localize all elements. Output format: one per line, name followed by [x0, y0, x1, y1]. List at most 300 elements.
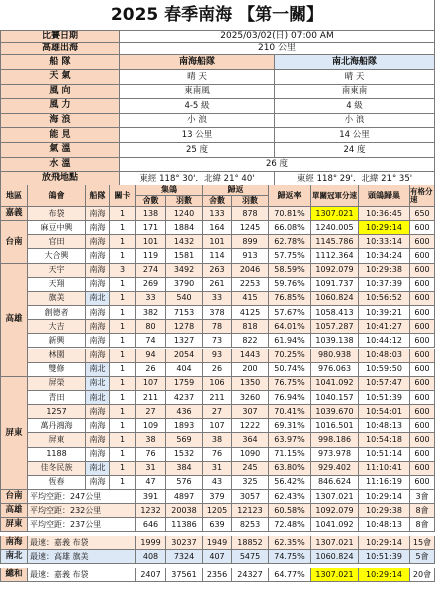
weather-value-nanhai: 小 浪: [120, 114, 275, 129]
club-cell: 布袋: [28, 207, 86, 221]
collect-clubs-cell: 382: [136, 306, 166, 320]
time-cell: 10:36:45: [359, 207, 410, 221]
summary-desc: 最速：嘉義 布袋: [28, 536, 136, 550]
return-birds-cell: 364: [232, 433, 269, 447]
summary-return-birds: 12123: [232, 504, 269, 518]
gate-cell: 1: [110, 249, 136, 263]
collect-birds-cell: 7153: [166, 306, 203, 320]
gate-cell: 1: [110, 334, 136, 348]
summary-collect-clubs: 1232: [136, 504, 166, 518]
time-cell: 10:41:27: [359, 320, 410, 334]
summary-collect-birds: 7324: [166, 550, 203, 564]
fleet-cell: 南海: [86, 221, 110, 235]
weather-value-nanhai: 13 公里: [120, 128, 275, 143]
summary-collect-clubs: 408: [136, 550, 166, 564]
summary-collect-birds: 11386: [166, 518, 203, 532]
summary-return-birds: 8253: [232, 518, 269, 532]
gate-cell: 1: [110, 221, 136, 235]
collect-clubs-cell: 80: [136, 320, 166, 334]
fleet-cell: 南北: [86, 292, 110, 306]
collect-birds-cell: 576: [166, 476, 203, 490]
km-cell: 600: [410, 349, 435, 363]
summary-rate: 72.48%: [269, 518, 311, 532]
rate-cell: 70.41%: [269, 405, 311, 419]
collect-clubs-cell: 76: [136, 448, 166, 462]
header-region: 地區: [0, 185, 28, 207]
summary-collect-birds: 20038: [166, 504, 203, 518]
header-return: 歸返: [203, 185, 269, 196]
collect-birds-cell: 3790: [166, 278, 203, 292]
summary-count: 15會: [410, 536, 435, 550]
weather-value-nanbei: 24 度: [275, 143, 435, 158]
km-cell: 600: [410, 306, 435, 320]
summary-rate: 74.75%: [269, 550, 311, 564]
km-cell: 600: [410, 320, 435, 334]
speed-cell: 1016.501: [311, 419, 359, 433]
return-birds-cell: 822: [232, 334, 269, 348]
gate-cell: 1: [110, 391, 136, 405]
return-birds-cell: 307: [232, 405, 269, 419]
return-clubs-cell: 114: [203, 249, 232, 263]
time-cell: 10:33:14: [359, 235, 410, 249]
summary-count: 20會: [410, 568, 435, 582]
gate-cell: 1: [110, 377, 136, 391]
speed-cell: 1145.786: [311, 235, 359, 249]
summary-region: 總和: [0, 568, 28, 582]
header-km: 有格分速: [410, 185, 435, 207]
summary-count: 8會: [410, 504, 435, 518]
km-cell: 600: [410, 448, 435, 462]
km-cell: 600: [410, 462, 435, 476]
return-clubs-cell: 164: [203, 221, 232, 235]
header-return-birds: 羽數: [232, 196, 269, 207]
fleet-cell: 南海: [86, 249, 110, 263]
rate-cell: 66.08%: [269, 221, 311, 235]
weather-value-nanbei: 4 級: [275, 99, 435, 114]
rate-cell: 76.94%: [269, 391, 311, 405]
club-cell: 屏東: [28, 433, 86, 447]
km-cell: 600: [410, 419, 435, 433]
distance-label: 高雄出海: [0, 43, 120, 55]
club-cell: 萬丹鴻海: [28, 419, 86, 433]
km-cell: 600: [410, 476, 435, 490]
weather-label: 風 向: [0, 85, 120, 100]
collect-birds-cell: 404: [166, 363, 203, 377]
summary-collect-clubs: 2407: [136, 568, 166, 582]
header-return-clubs: 舍數: [203, 196, 232, 207]
summary-region: 屏東: [0, 518, 28, 532]
summary-time: 10:29:14: [359, 536, 410, 550]
summary-return-clubs: 2356: [203, 568, 232, 582]
rate-cell: 70.25%: [269, 349, 311, 363]
rate-cell: 59.76%: [269, 278, 311, 292]
summary-time: 10:29:14: [359, 490, 410, 504]
weather-value-nanbei: 南東南: [275, 85, 435, 100]
collect-clubs-cell: 119: [136, 249, 166, 263]
collect-birds-cell: 1240: [166, 207, 203, 221]
summary-return-birds: 3057: [232, 490, 269, 504]
gate-cell: 1: [110, 235, 136, 249]
collect-birds-cell: 569: [166, 433, 203, 447]
time-cell: 10:48:03: [359, 349, 410, 363]
speed-cell: 1240.005: [311, 221, 359, 235]
fleet-cell: 南海: [86, 419, 110, 433]
fleet-cell: 南北: [86, 462, 110, 476]
summary-count: 5會: [410, 550, 435, 564]
time-cell: 11:16:19: [359, 476, 410, 490]
summary-speed: 1092.079: [311, 504, 359, 518]
collect-birds-cell: 1884: [166, 221, 203, 235]
return-birds-cell: 1222: [232, 419, 269, 433]
fleet-cell: 南北: [86, 363, 110, 377]
summary-return-clubs: 1205: [203, 504, 232, 518]
return-clubs-cell: 27: [203, 405, 232, 419]
header-gate: 關卡: [110, 185, 136, 207]
time-cell: 10:29:38: [359, 264, 410, 278]
summary-desc: 最速：嘉義 布袋: [28, 568, 136, 582]
collect-clubs-cell: 107: [136, 377, 166, 391]
fleet-cell: 南海: [86, 349, 110, 363]
weather-label: 水 溫: [0, 158, 120, 173]
time-cell: 11:10:41: [359, 462, 410, 476]
km-cell: 600: [410, 235, 435, 249]
weather-value-nanbei: 小 浪: [275, 114, 435, 129]
summary-count: 3會: [410, 490, 435, 504]
club-cell: 佳冬民族: [28, 462, 86, 476]
time-cell: 10:51:39: [359, 391, 410, 405]
fleet-cell: 南海: [86, 334, 110, 348]
time-cell: 10:59:50: [359, 363, 410, 377]
summary-desc: 平均空距：247公里: [28, 490, 136, 504]
weather-value: 26 度: [120, 158, 435, 173]
weather-value-nanhai: 25 度: [120, 143, 275, 158]
return-birds-cell: 1350: [232, 377, 269, 391]
collect-clubs-cell: 274: [136, 264, 166, 278]
time-cell: 10:37:39: [359, 278, 410, 292]
summary-region: 台南: [0, 490, 28, 504]
time-cell: 10:56:52: [359, 292, 410, 306]
speed-cell: 1039.138: [311, 334, 359, 348]
return-birds-cell: 1245: [232, 221, 269, 235]
return-clubs-cell: 101: [203, 235, 232, 249]
summary-rate: 64.77%: [269, 568, 311, 582]
rate-cell: 62.78%: [269, 235, 311, 249]
rate-cell: 50.74%: [269, 363, 311, 377]
page-title: 2025 春季南海 【第一關】: [0, 0, 435, 31]
return-birds-cell: 818: [232, 320, 269, 334]
collect-birds-cell: 1327: [166, 334, 203, 348]
region-cell: 屏東: [0, 377, 28, 490]
return-birds-cell: 4125: [232, 306, 269, 320]
distance-value: 210 公里: [120, 43, 435, 55]
time-cell: 10:54:01: [359, 405, 410, 419]
collect-birds-cell: 436: [166, 405, 203, 419]
club-cell: 屏榮: [28, 377, 86, 391]
collect-clubs-cell: 31: [136, 462, 166, 476]
club-cell: 天宇: [28, 264, 86, 278]
collect-clubs-cell: 101: [136, 235, 166, 249]
club-cell: 新興: [28, 334, 86, 348]
collect-clubs-cell: 38: [136, 433, 166, 447]
collect-clubs-cell: 269: [136, 278, 166, 292]
summary-desc: 平均空距：237公里: [28, 518, 136, 532]
club-cell: 恆春: [28, 476, 86, 490]
header-speed: 單關冠軍分速: [311, 185, 359, 207]
speed-cell: 1307.021: [311, 207, 359, 221]
gate-cell: 1: [110, 207, 136, 221]
summary-time: 10:29:38: [359, 504, 410, 518]
summary-speed: 1307.021: [311, 536, 359, 550]
return-birds-cell: 200: [232, 363, 269, 377]
fleet-nanbei-header: 南北海船隊: [275, 55, 435, 70]
fleet-cell: 南海: [86, 405, 110, 419]
weather-value-nanhai: 東南風: [120, 85, 275, 100]
summary-desc: 平均空距：232公里: [28, 504, 136, 518]
club-cell: 雙修: [28, 363, 86, 377]
weather-value-nanhai: 東經 118° 30'．北緯 21° 40': [120, 172, 275, 187]
speed-cell: 1041.092: [311, 377, 359, 391]
return-clubs-cell: 73: [203, 334, 232, 348]
gate-cell: 1: [110, 349, 136, 363]
collect-birds-cell: 1432: [166, 235, 203, 249]
gate-cell: 1: [110, 462, 136, 476]
return-birds-cell: 1443: [232, 349, 269, 363]
gate-cell: 1: [110, 292, 136, 306]
fleet-cell: 南北: [86, 391, 110, 405]
rate-cell: 64.01%: [269, 320, 311, 334]
return-birds-cell: 878: [232, 207, 269, 221]
club-cell: 大合興: [28, 249, 86, 263]
rate-cell: 76.85%: [269, 292, 311, 306]
km-cell: 600: [410, 433, 435, 447]
return-birds-cell: 325: [232, 476, 269, 490]
time-cell: 10:39:21: [359, 306, 410, 320]
summary-return-birds: 24327: [232, 568, 269, 582]
return-birds-cell: 899: [232, 235, 269, 249]
time-cell: 10:34:24: [359, 249, 410, 263]
club-cell: 1188: [28, 448, 86, 462]
km-cell: 600: [410, 377, 435, 391]
km-cell: 600: [410, 264, 435, 278]
speed-cell: 1057.287: [311, 320, 359, 334]
return-birds-cell: 2046: [232, 264, 269, 278]
summary-collect-birds: 37561: [166, 568, 203, 582]
summary-region: 高雄: [0, 504, 28, 518]
collect-birds-cell: 2054: [166, 349, 203, 363]
rate-cell: 63.97%: [269, 433, 311, 447]
header-club: 鴿會: [28, 185, 86, 207]
km-cell: 600: [410, 391, 435, 405]
return-birds-cell: 913: [232, 249, 269, 263]
gate-cell: 1: [110, 278, 136, 292]
return-clubs-cell: 211: [203, 391, 232, 405]
fleet-cell: 南海: [86, 476, 110, 490]
rate-cell: 58.59%: [269, 264, 311, 278]
fleet-cell: 南海: [86, 235, 110, 249]
return-clubs-cell: 31: [203, 462, 232, 476]
gate-cell: 1: [110, 433, 136, 447]
collect-clubs-cell: 211: [136, 391, 166, 405]
weather-label: 海 浪: [0, 114, 120, 129]
summary-speed: 1307.021: [311, 490, 359, 504]
fleet-cell: 南海: [86, 264, 110, 278]
km-cell: 600: [410, 363, 435, 377]
collect-birds-cell: 540: [166, 292, 203, 306]
fleet-cell: 南北: [86, 377, 110, 391]
summary-return-birds: 5475: [232, 550, 269, 564]
club-cell: 大吉: [28, 320, 86, 334]
header-time: 頭鴿歸巢: [359, 185, 410, 207]
time-cell: 10:57:47: [359, 377, 410, 391]
summary-speed: 1307.021: [311, 568, 359, 582]
return-birds-cell: 3260: [232, 391, 269, 405]
header-ship: 船隊: [86, 185, 110, 207]
collect-clubs-cell: 26: [136, 363, 166, 377]
region-cell: 台南: [0, 221, 28, 263]
summary-time: 10:51:39: [359, 550, 410, 564]
summary-return-clubs: 379: [203, 490, 232, 504]
rate-cell: 57.67%: [269, 306, 311, 320]
return-clubs-cell: 107: [203, 419, 232, 433]
summary-collect-clubs: 1999: [136, 536, 166, 550]
club-cell: 青田: [28, 391, 86, 405]
club-cell: 官田: [28, 235, 86, 249]
summary-time: 10:48:13: [359, 518, 410, 532]
gate-cell: 1: [110, 419, 136, 433]
km-cell: 650: [410, 207, 435, 221]
speed-cell: 1112.364: [311, 249, 359, 263]
summary-time: 10:29:14: [359, 568, 410, 582]
summary-return-clubs: 1949: [203, 536, 232, 550]
rate-cell: 70.81%: [269, 207, 311, 221]
collect-clubs-cell: 138: [136, 207, 166, 221]
weather-value-nanbei: 晴 天: [275, 70, 435, 85]
region-cell: 嘉義: [0, 207, 28, 221]
summary-speed: 1060.824: [311, 550, 359, 564]
gate-cell: 1: [110, 448, 136, 462]
collect-clubs-cell: 27: [136, 405, 166, 419]
rate-cell: 57.75%: [269, 249, 311, 263]
weather-label: 天 氣: [0, 70, 120, 85]
return-clubs-cell: 263: [203, 264, 232, 278]
summary-speed: 1041.092: [311, 518, 359, 532]
speed-cell: 1039.670: [311, 405, 359, 419]
speed-cell: 1092.079: [311, 264, 359, 278]
collect-clubs-cell: 47: [136, 476, 166, 490]
gate-cell: 1: [110, 476, 136, 490]
speed-cell: 976.063: [311, 363, 359, 377]
summary-rate: 62.43%: [269, 490, 311, 504]
return-clubs-cell: 133: [203, 207, 232, 221]
header-rate: 歸返率: [269, 185, 311, 207]
rate-cell: 63.80%: [269, 462, 311, 476]
return-clubs-cell: 106: [203, 377, 232, 391]
summary-desc: 最速：高雄 旗美: [28, 550, 136, 564]
km-cell: 600: [410, 334, 435, 348]
summary-collect-birds: 30237: [166, 536, 203, 550]
collect-clubs-cell: 171: [136, 221, 166, 235]
return-clubs-cell: 43: [203, 476, 232, 490]
rate-cell: 69.31%: [269, 419, 311, 433]
weather-label: 氣 溫: [0, 143, 120, 158]
km-cell: 600: [410, 405, 435, 419]
summary-return-clubs: 639: [203, 518, 232, 532]
speed-cell: 973.978: [311, 448, 359, 462]
summary-rate: 60.58%: [269, 504, 311, 518]
rate-cell: 71.15%: [269, 448, 311, 462]
time-cell: 10:51:14: [359, 448, 410, 462]
gate-cell: 3: [110, 264, 136, 278]
gate-cell: 1: [110, 320, 136, 334]
collect-birds-cell: 384: [166, 462, 203, 476]
speed-cell: 1040.157: [311, 391, 359, 405]
collect-clubs-cell: 94: [136, 349, 166, 363]
speed-cell: 1060.824: [311, 292, 359, 306]
club-cell: 旗美: [28, 292, 86, 306]
fleet-cell: 南海: [86, 448, 110, 462]
gate-cell: 1: [110, 363, 136, 377]
summary-collect-birds: 4897: [166, 490, 203, 504]
speed-cell: 846.624: [311, 476, 359, 490]
return-clubs-cell: 38: [203, 433, 232, 447]
rate-cell: 76.75%: [269, 377, 311, 391]
return-clubs-cell: 261: [203, 278, 232, 292]
return-clubs-cell: 93: [203, 349, 232, 363]
speed-cell: 929.402: [311, 462, 359, 476]
summary-collect-clubs: 646: [136, 518, 166, 532]
collect-birds-cell: 3492: [166, 264, 203, 278]
club-cell: 天翔: [28, 278, 86, 292]
fleet-cell: 南海: [86, 320, 110, 334]
km-cell: 600: [410, 292, 435, 306]
collect-birds-cell: 1759: [166, 377, 203, 391]
weather-value-nanhai: 4-5 級: [120, 99, 275, 114]
km-cell: 600: [410, 249, 435, 263]
club-cell: 林園: [28, 349, 86, 363]
weather-label: 能 見: [0, 128, 120, 143]
speed-cell: 1058.413: [311, 306, 359, 320]
club-cell: 創德者: [28, 306, 86, 320]
race-date-value: 2025/03/02(日) 07:00 AM: [120, 31, 435, 43]
return-birds-cell: 2253: [232, 278, 269, 292]
speed-cell: 1091.737: [311, 278, 359, 292]
time-cell: 10:48:13: [359, 419, 410, 433]
fleet-cell: 南海: [86, 433, 110, 447]
gate-cell: 1: [110, 306, 136, 320]
ship-label: 船 隊: [0, 55, 120, 70]
summary-region: 南北: [0, 550, 28, 564]
club-cell: 1257: [28, 405, 86, 419]
weather-value-nanbei: 14 公里: [275, 128, 435, 143]
collect-birds-cell: 1581: [166, 249, 203, 263]
fleet-cell: 南海: [86, 278, 110, 292]
collect-birds-cell: 1278: [166, 320, 203, 334]
fleet-cell: 南海: [86, 207, 110, 221]
summary-rate: 62.35%: [269, 536, 311, 550]
time-cell: 10:54:18: [359, 433, 410, 447]
collect-birds-cell: 1532: [166, 448, 203, 462]
weather-value-nanbei: 東經 118° 29'．北緯 21° 35': [275, 172, 435, 187]
rate-cell: 61.94%: [269, 334, 311, 348]
fleet-cell: 南海: [86, 306, 110, 320]
collect-clubs-cell: 33: [136, 292, 166, 306]
gate-cell: 1: [110, 405, 136, 419]
return-clubs-cell: 378: [203, 306, 232, 320]
fleet-nanhai-header: 南海船隊: [120, 55, 275, 70]
return-birds-cell: 1090: [232, 448, 269, 462]
summary-collect-clubs: 391: [136, 490, 166, 504]
summary-return-clubs: 407: [203, 550, 232, 564]
